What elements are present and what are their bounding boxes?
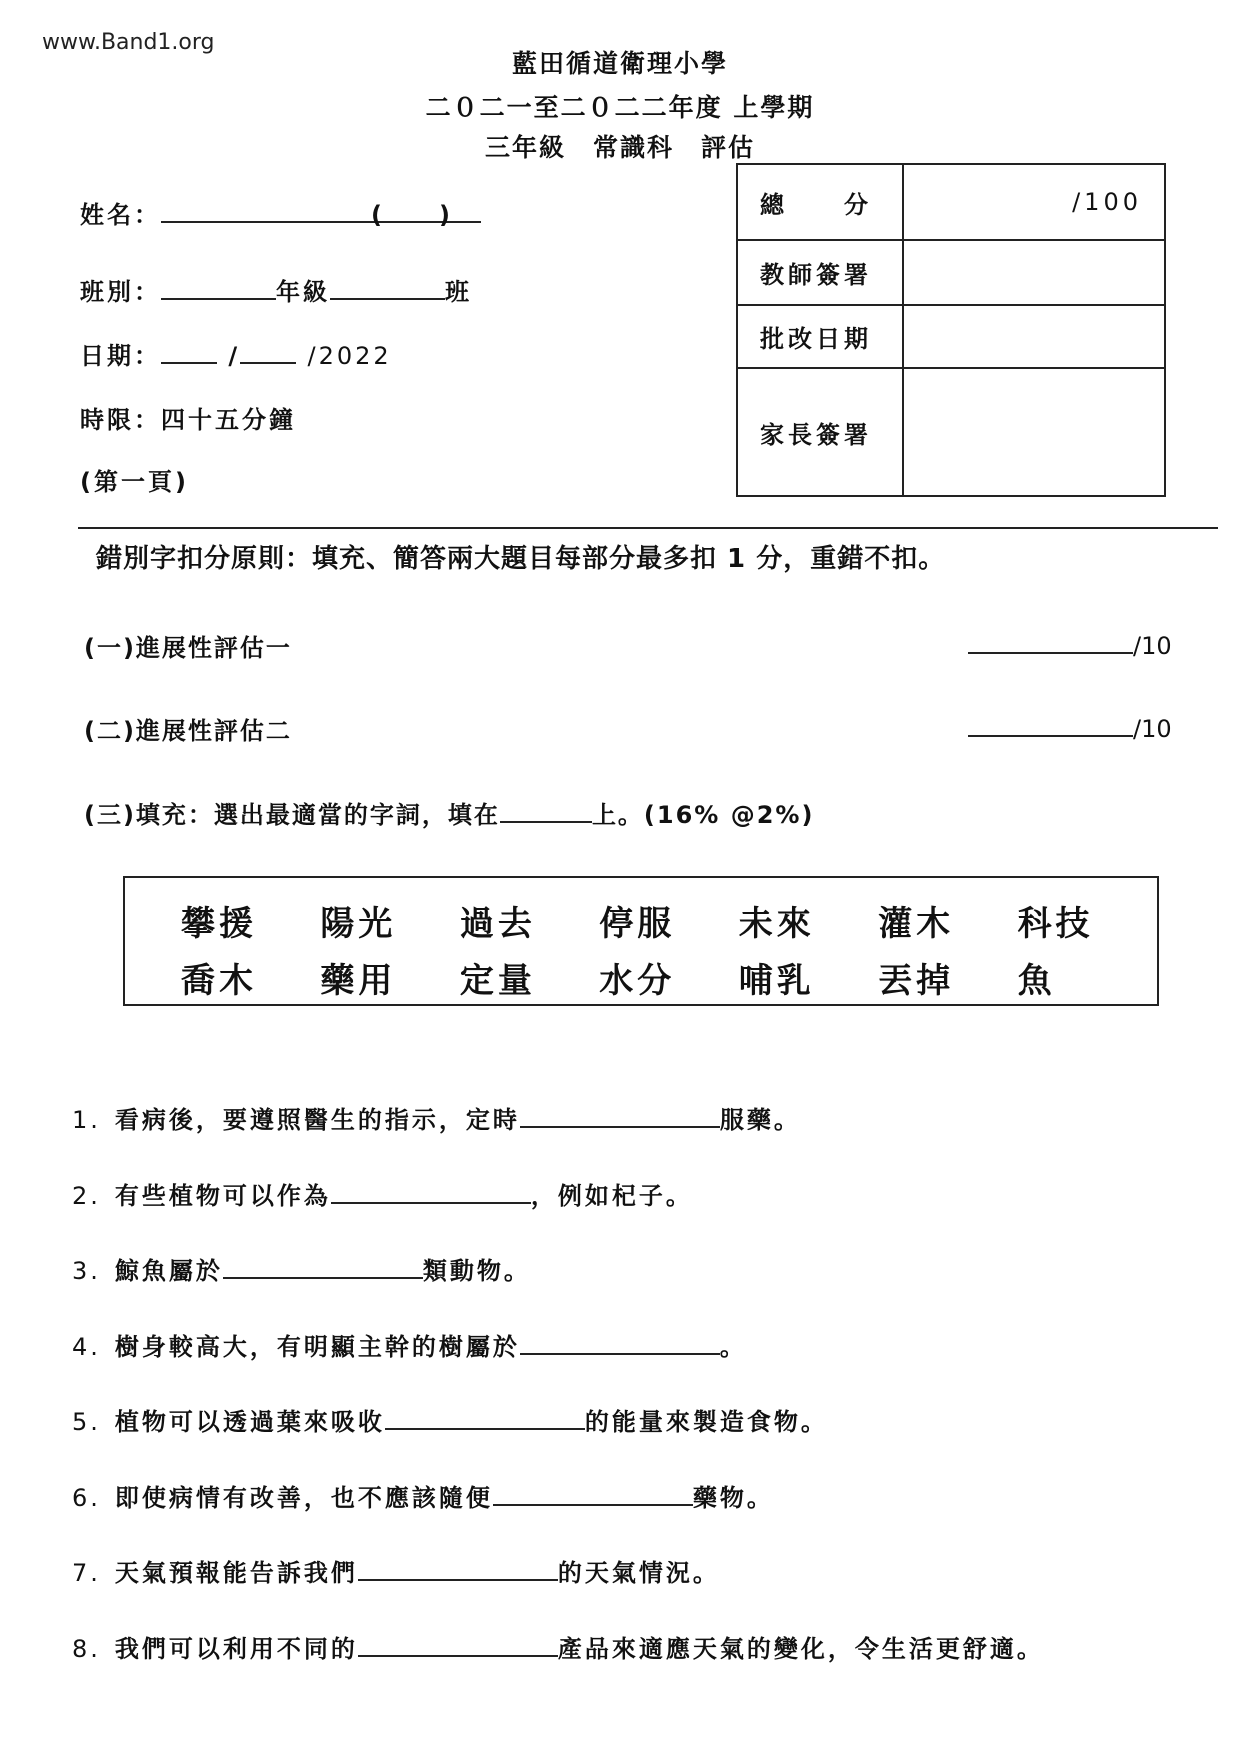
- parent-signature-label: 家長簽署: [737, 368, 903, 496]
- class-blank[interactable]: [330, 276, 445, 300]
- question-text: 植物可以透過葉來吸收: [114, 1408, 385, 1436]
- section-3-instruction: [84, 795, 814, 830]
- section-3-label: (三)填充：選出最適當的字詞，填在: [84, 801, 500, 829]
- question-text-after: ，例如杞子。: [530, 1181, 693, 1210]
- date-year: /2022: [307, 342, 392, 370]
- word-bank-item: 藥用: [320, 961, 397, 1001]
- class-number-paren: ( ): [371, 201, 453, 229]
- word-bank-item: 定量: [459, 961, 536, 1001]
- watermark: www.Band1.org: [42, 30, 215, 55]
- grade-suffix: 年級: [276, 278, 330, 306]
- date-sep: /: [228, 342, 241, 370]
- question-text: 看病後，要遵照醫生的指示，定時: [114, 1106, 520, 1134]
- section-2-label: (二)進展性評估二: [84, 717, 292, 745]
- question-text: 有些植物可以作為: [114, 1181, 331, 1210]
- question-number: 6.: [72, 1483, 101, 1512]
- teacher-signature-cell[interactable]: [903, 240, 1165, 305]
- question-number: 2.: [72, 1181, 101, 1210]
- parent-signature-cell[interactable]: [903, 368, 1165, 496]
- question-text: 樹身較高大，有明顯主幹的樹屬於: [114, 1332, 520, 1361]
- question-number: 7.: [72, 1559, 101, 1587]
- marking-date-cell[interactable]: [903, 305, 1165, 368]
- question-text-after: 。: [719, 1332, 747, 1361]
- question-2: [72, 1176, 693, 1211]
- class-field[interactable]: [80, 272, 472, 307]
- name-label: 姓名：: [80, 201, 161, 229]
- marking-date-label: 批改日期: [737, 305, 903, 368]
- date-field[interactable]: [80, 336, 392, 371]
- word-bank-item: 哺乳: [738, 961, 815, 1001]
- question-text: 鯨魚屬於: [114, 1257, 223, 1285]
- word-bank-item: 過去: [459, 904, 536, 944]
- question-text-after: 類動物。: [422, 1257, 531, 1285]
- month-blank[interactable]: [240, 340, 296, 364]
- question-number: 3.: [72, 1257, 101, 1285]
- word-bank-item: 丟掉: [878, 961, 955, 1001]
- section-2-total: /10: [1133, 715, 1172, 743]
- question-number: 5.: [72, 1408, 101, 1436]
- answer-blank[interactable]: [520, 1331, 720, 1355]
- question-1: [72, 1100, 801, 1135]
- question-number: 4.: [72, 1332, 101, 1361]
- question-text-after: 藥物。: [692, 1483, 774, 1512]
- word-bank-item: 未來: [738, 904, 815, 944]
- question-number: 8.: [72, 1634, 101, 1663]
- date-label: 日期：: [80, 342, 161, 370]
- class-label: 班別：: [80, 278, 161, 306]
- word-bank-item: 科技: [1017, 904, 1094, 944]
- name-field[interactable]: [80, 195, 481, 230]
- total-score-value[interactable]: /100: [903, 164, 1165, 240]
- section-3-marks: 上。(16% @2%): [591, 801, 815, 829]
- grade-blank[interactable]: [161, 276, 276, 300]
- answer-blank[interactable]: [223, 1255, 423, 1279]
- word-bank-item: 魚: [1017, 961, 1056, 1001]
- answer-blank[interactable]: [358, 1633, 558, 1657]
- divider: [78, 527, 1218, 529]
- name-blank[interactable]: [161, 199, 481, 229]
- section-1-score[interactable]: [968, 630, 1172, 660]
- answer-blank[interactable]: [385, 1406, 585, 1430]
- deduction-rule: 錯別字扣分原則：填充、簡答兩大題目每部分最多扣 1 分，重錯不扣。: [96, 544, 946, 574]
- section-2-score[interactable]: [968, 713, 1172, 743]
- score-table: [736, 163, 1166, 497]
- question-text: 天氣預報能告訴我們: [114, 1559, 358, 1587]
- question-7: [72, 1553, 720, 1588]
- question-text-after: 服藥。: [719, 1106, 801, 1134]
- question-text: 即使病情有改善，也不應該隨便: [114, 1483, 493, 1512]
- section-1-total: /10: [1133, 632, 1172, 660]
- word-bank: [123, 876, 1159, 1006]
- question-text-after: 的天氣情況。: [557, 1559, 720, 1587]
- answer-blank[interactable]: [358, 1557, 558, 1581]
- question-8: [72, 1629, 1044, 1664]
- word-bank-item: 攀援: [181, 904, 257, 944]
- school-year: 二０二一至二０二二年度 上學期: [425, 93, 815, 122]
- day-blank[interactable]: [161, 340, 217, 364]
- answer-blank[interactable]: [520, 1104, 720, 1128]
- question-text: 我們可以利用不同的: [114, 1634, 358, 1663]
- question-6: [72, 1478, 774, 1513]
- section-1-label: (一)進展性評估一: [84, 634, 292, 662]
- school-name: 藍田循道衛理小學: [511, 49, 728, 78]
- teacher-signature-label: 教師簽署: [737, 240, 903, 305]
- question-number: 1.: [72, 1106, 101, 1134]
- question-text-after: 的能量來製造食物。: [584, 1408, 828, 1436]
- question-text-after: 產品來適應天氣的變化，令生活更舒適。: [557, 1634, 1044, 1663]
- question-5: [72, 1402, 828, 1437]
- total-score-label: 總 分: [737, 164, 903, 240]
- question-3: [72, 1251, 531, 1286]
- word-bank-item: 停服: [599, 904, 676, 944]
- word-bank-item: 陽光: [320, 904, 397, 944]
- answer-blank[interactable]: [331, 1180, 531, 1204]
- subject-title: 三年級 常識科 評估: [484, 133, 755, 162]
- question-4: [72, 1327, 747, 1362]
- page-number: (第一頁): [80, 468, 189, 496]
- answer-blank[interactable]: [493, 1482, 693, 1506]
- time-limit: 時限：四十五分鐘: [80, 406, 296, 434]
- word-bank-item: 水分: [599, 961, 676, 1001]
- word-bank-item: 灌木: [878, 904, 955, 944]
- class-suffix: 班: [445, 278, 472, 306]
- word-bank-item: 喬木: [181, 961, 257, 1001]
